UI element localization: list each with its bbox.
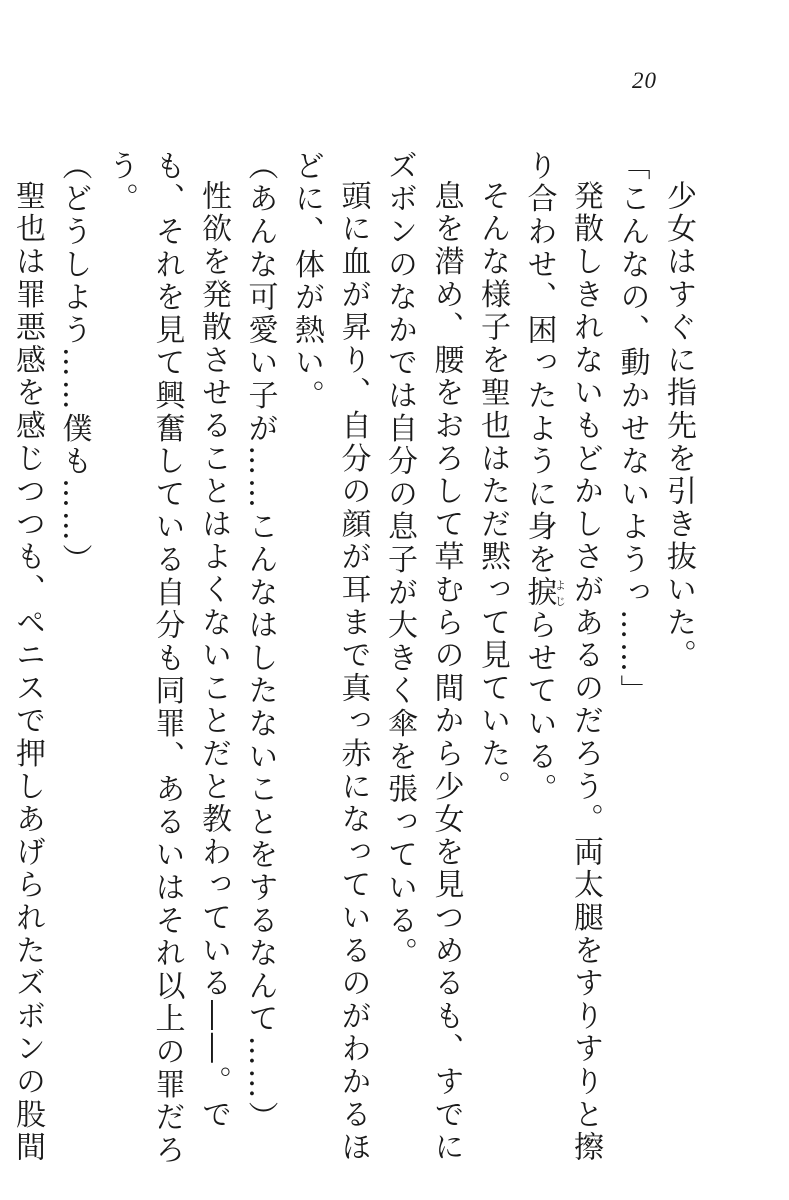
text-segment: 聖也は罪悪感を感じつつも、ペニスで押しあげられたズボンの股間 (10, 180, 45, 1164)
text-segment: らせている。 (521, 609, 557, 807)
text-segment: 「こんなの、動かせないようっ……」 (614, 150, 650, 708)
paragraph (50, 150, 97, 1170)
paragraph (469, 150, 516, 1170)
text-segment: （あんな可愛い子が……こんなはしたないことをするなんて……） (242, 150, 278, 1134)
paragraph (97, 150, 237, 1170)
paragraph (608, 150, 655, 1170)
text-segment: 少女はすぐに指先を引き抜いた。 (661, 180, 696, 672)
ruby-annotation (521, 576, 567, 610)
paragraph (283, 150, 376, 1170)
text-segment: 頭に血が昇り、自分の顔が耳まで真っ赤になっているのがわかるほどに、体が熱い。 (289, 150, 371, 1164)
text-segment: 性欲を発散させることはよくないことだと教わっている――。でも、それを見て興奮している自分も同罪、あるいはそれ以上の罪だろう。 (103, 150, 231, 1167)
text-segment: 発散しきれないもどかしさがあるのだろう。両太腿をすりすりと擦り合わせ、困ったように身を (521, 150, 603, 1164)
vertical-text-body (10, 150, 701, 1170)
text-segment: （どうしよう……僕も……） (56, 150, 92, 577)
ruby-reading: よじ (553, 576, 567, 610)
page-number: 20 (632, 68, 657, 93)
paragraph (236, 150, 283, 1170)
ruby-base: 捩 (521, 576, 557, 610)
text-segment: 息を潜め、腰をおろして草むらの間から少女を見つめるも、すでにズボンのなかでは自分の息子が大きく傘を張っている。 (382, 150, 464, 1164)
text-segment: そんな様子を聖也はただ黙って見ていた。 (475, 180, 510, 804)
paragraph (0, 150, 50, 1170)
paragraph (655, 150, 702, 1170)
paragraph (376, 150, 469, 1170)
paragraph (515, 150, 608, 1170)
